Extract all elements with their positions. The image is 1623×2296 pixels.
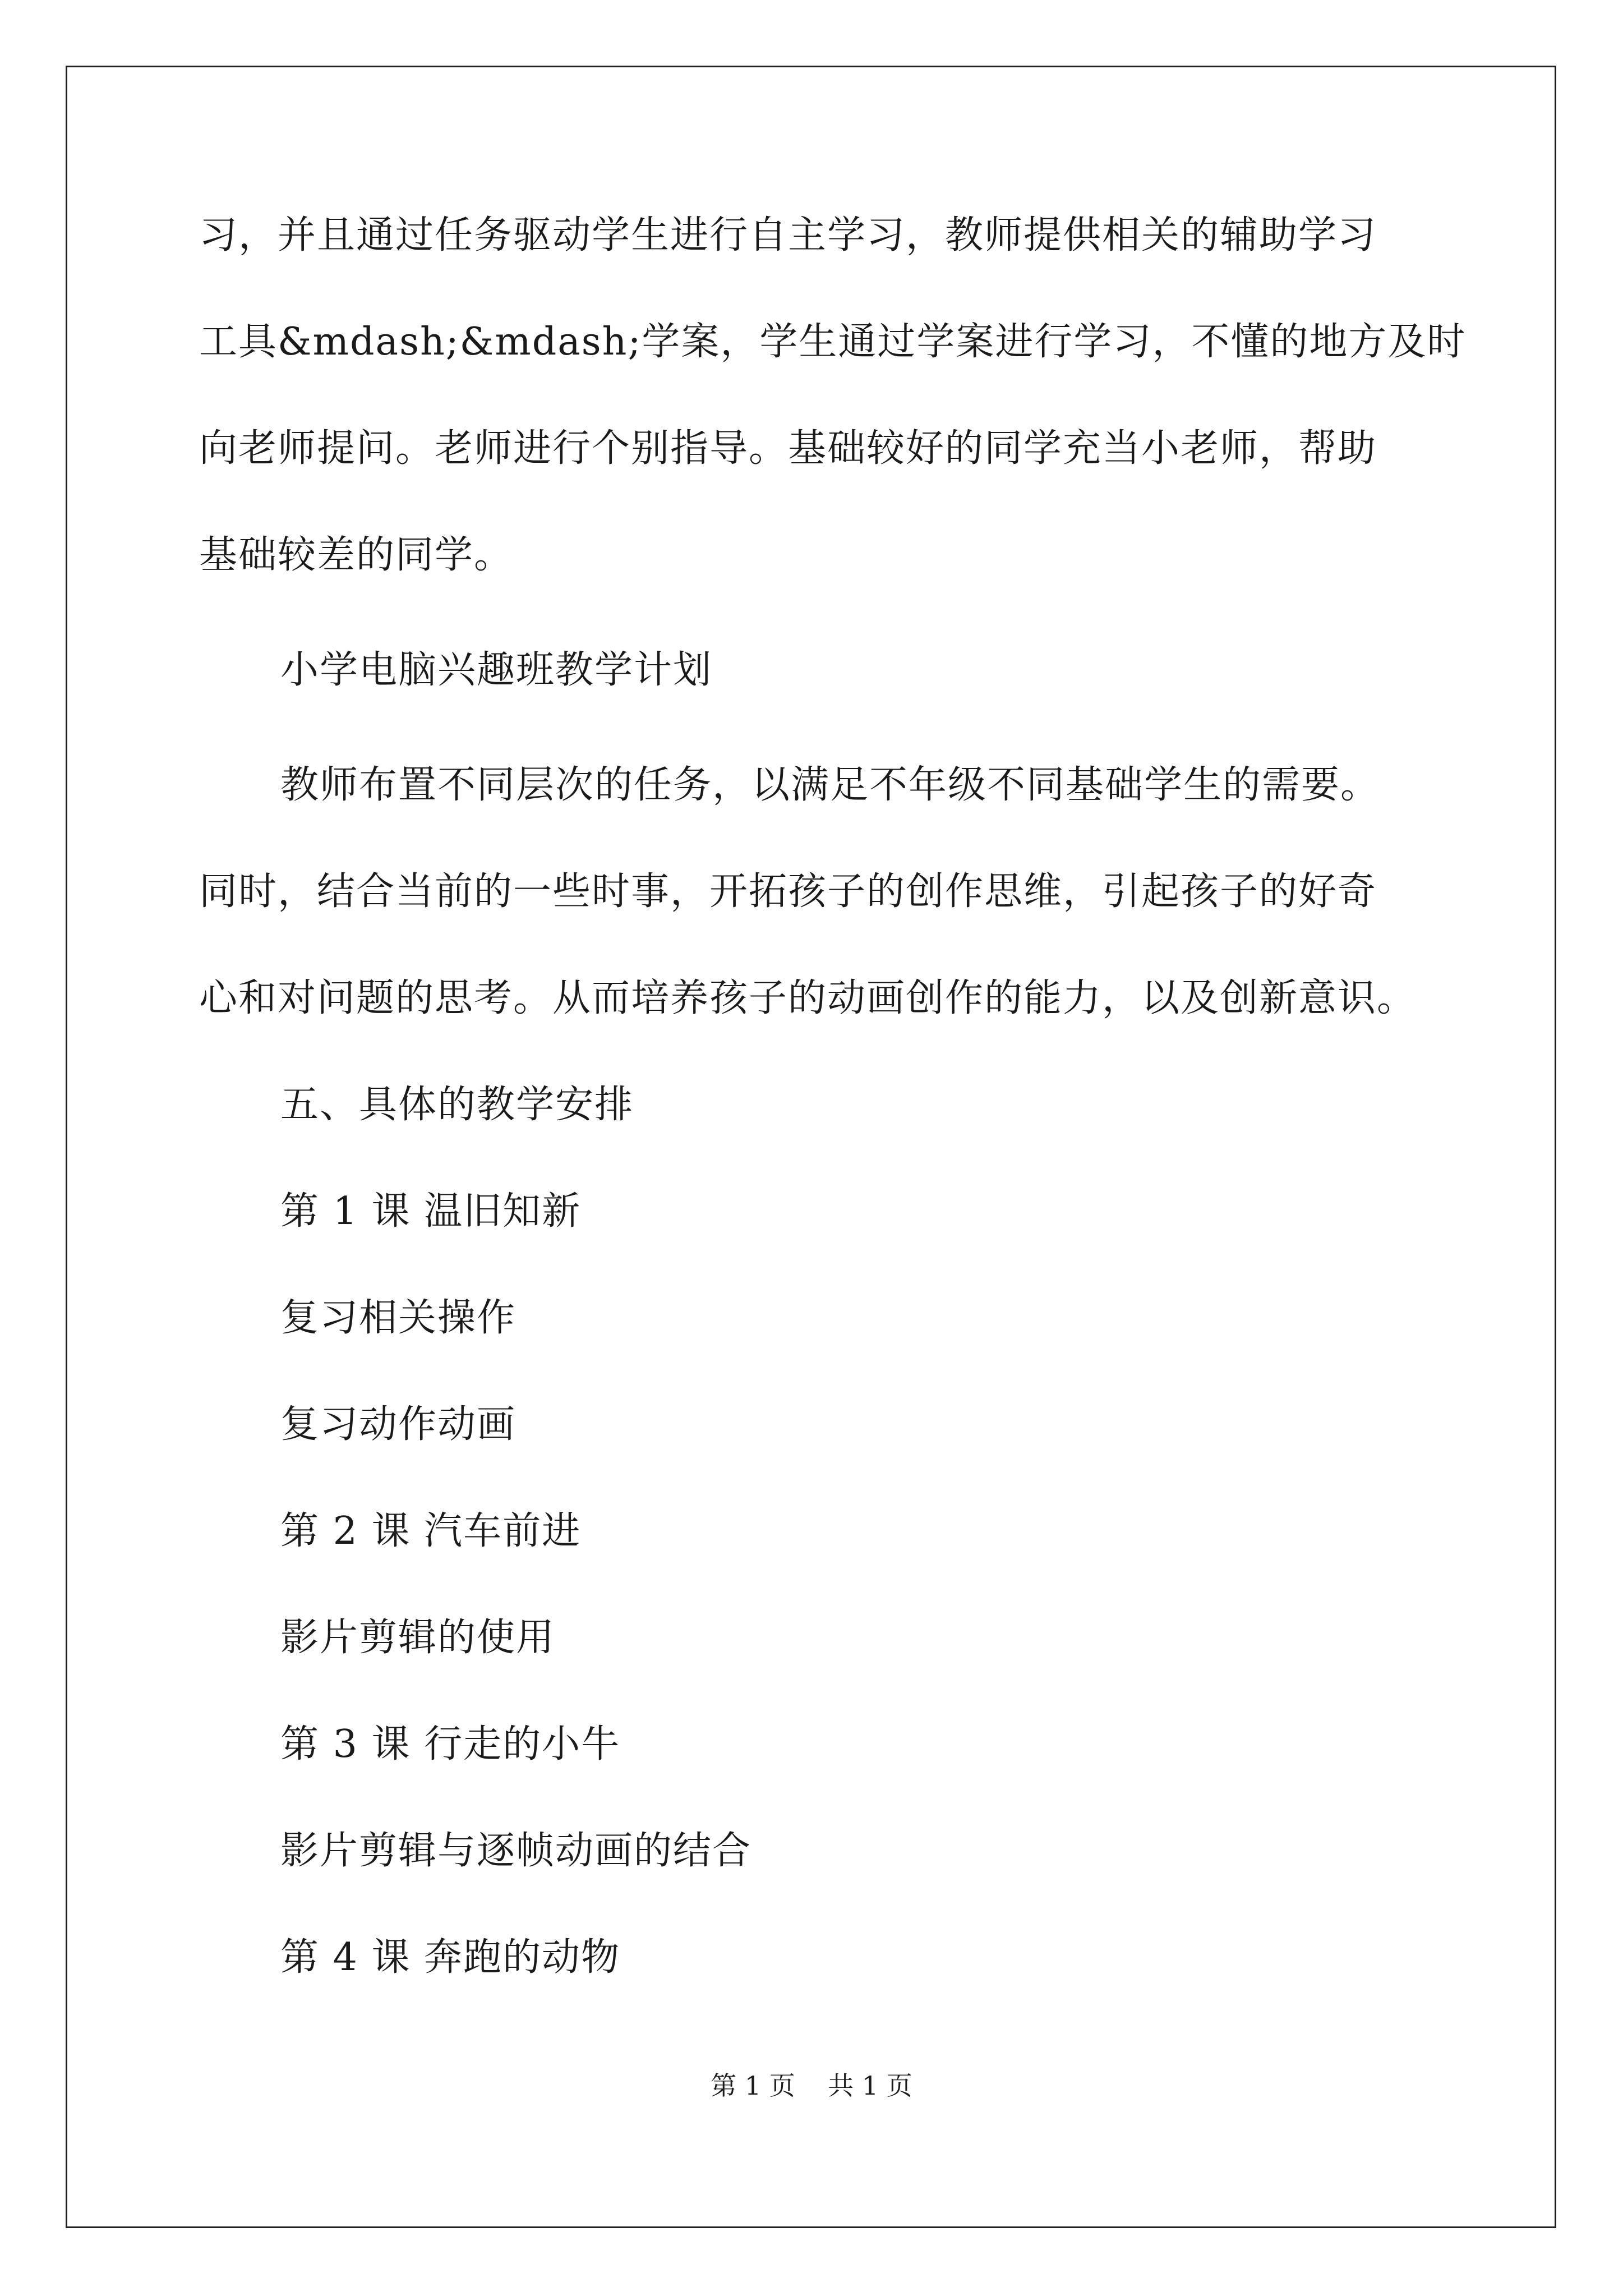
paragraph-line-1: 习，并且通过任务驱动学生进行自主学习，教师提供相关的辅助学习 bbox=[199, 213, 1377, 257]
lesson-1-item-2: 复习动作动画 bbox=[280, 1402, 517, 1447]
paragraph-line-4: 基础较差的同学。 bbox=[199, 533, 514, 577]
lesson-2-title: 第 2 课 汽车前进 bbox=[280, 1509, 582, 1553]
page-number: 第 1 页 共 1 页 bbox=[711, 2070, 912, 2101]
paragraph-line-5: 教师布置不同层次的任务，以满足不年级不同基础学生的需要。 bbox=[280, 763, 1380, 807]
lesson-3-item-1: 影片剪辑与逐帧动画的结合 bbox=[280, 1829, 752, 1873]
lesson-1-item-1: 复习相关操作 bbox=[280, 1296, 517, 1340]
lesson-3-title: 第 3 课 行走的小牛 bbox=[280, 1722, 621, 1766]
lesson-4-title: 第 4 课 奔跑的动物 bbox=[280, 1935, 621, 1980]
page-border bbox=[66, 66, 1556, 2228]
lesson-1-title: 第 1 课 温旧知新 bbox=[280, 1189, 582, 1234]
paragraph-line-6: 同时，结合当前的一些时事，开拓孩子的创作思维，引起孩子的好奇 bbox=[199, 869, 1377, 914]
section-title: 小学电脑兴趣班教学计划 bbox=[280, 648, 713, 692]
paragraph-line-7: 心和对问题的思考。从而培养孩子的动画创作的能力，以及创新意识。 bbox=[199, 976, 1417, 1020]
lesson-2-item-1: 影片剪辑的使用 bbox=[280, 1616, 556, 1660]
section-heading: 五、具体的教学安排 bbox=[280, 1083, 634, 1127]
paragraph-line-2: 工具&mdash;&mdash;学案，学生通过学案进行学习，不懂的地方及时 bbox=[199, 320, 1467, 364]
paragraph-line-3: 向老师提问。老师进行个别指导。基础较好的同学充当小老师，帮助 bbox=[199, 426, 1377, 471]
